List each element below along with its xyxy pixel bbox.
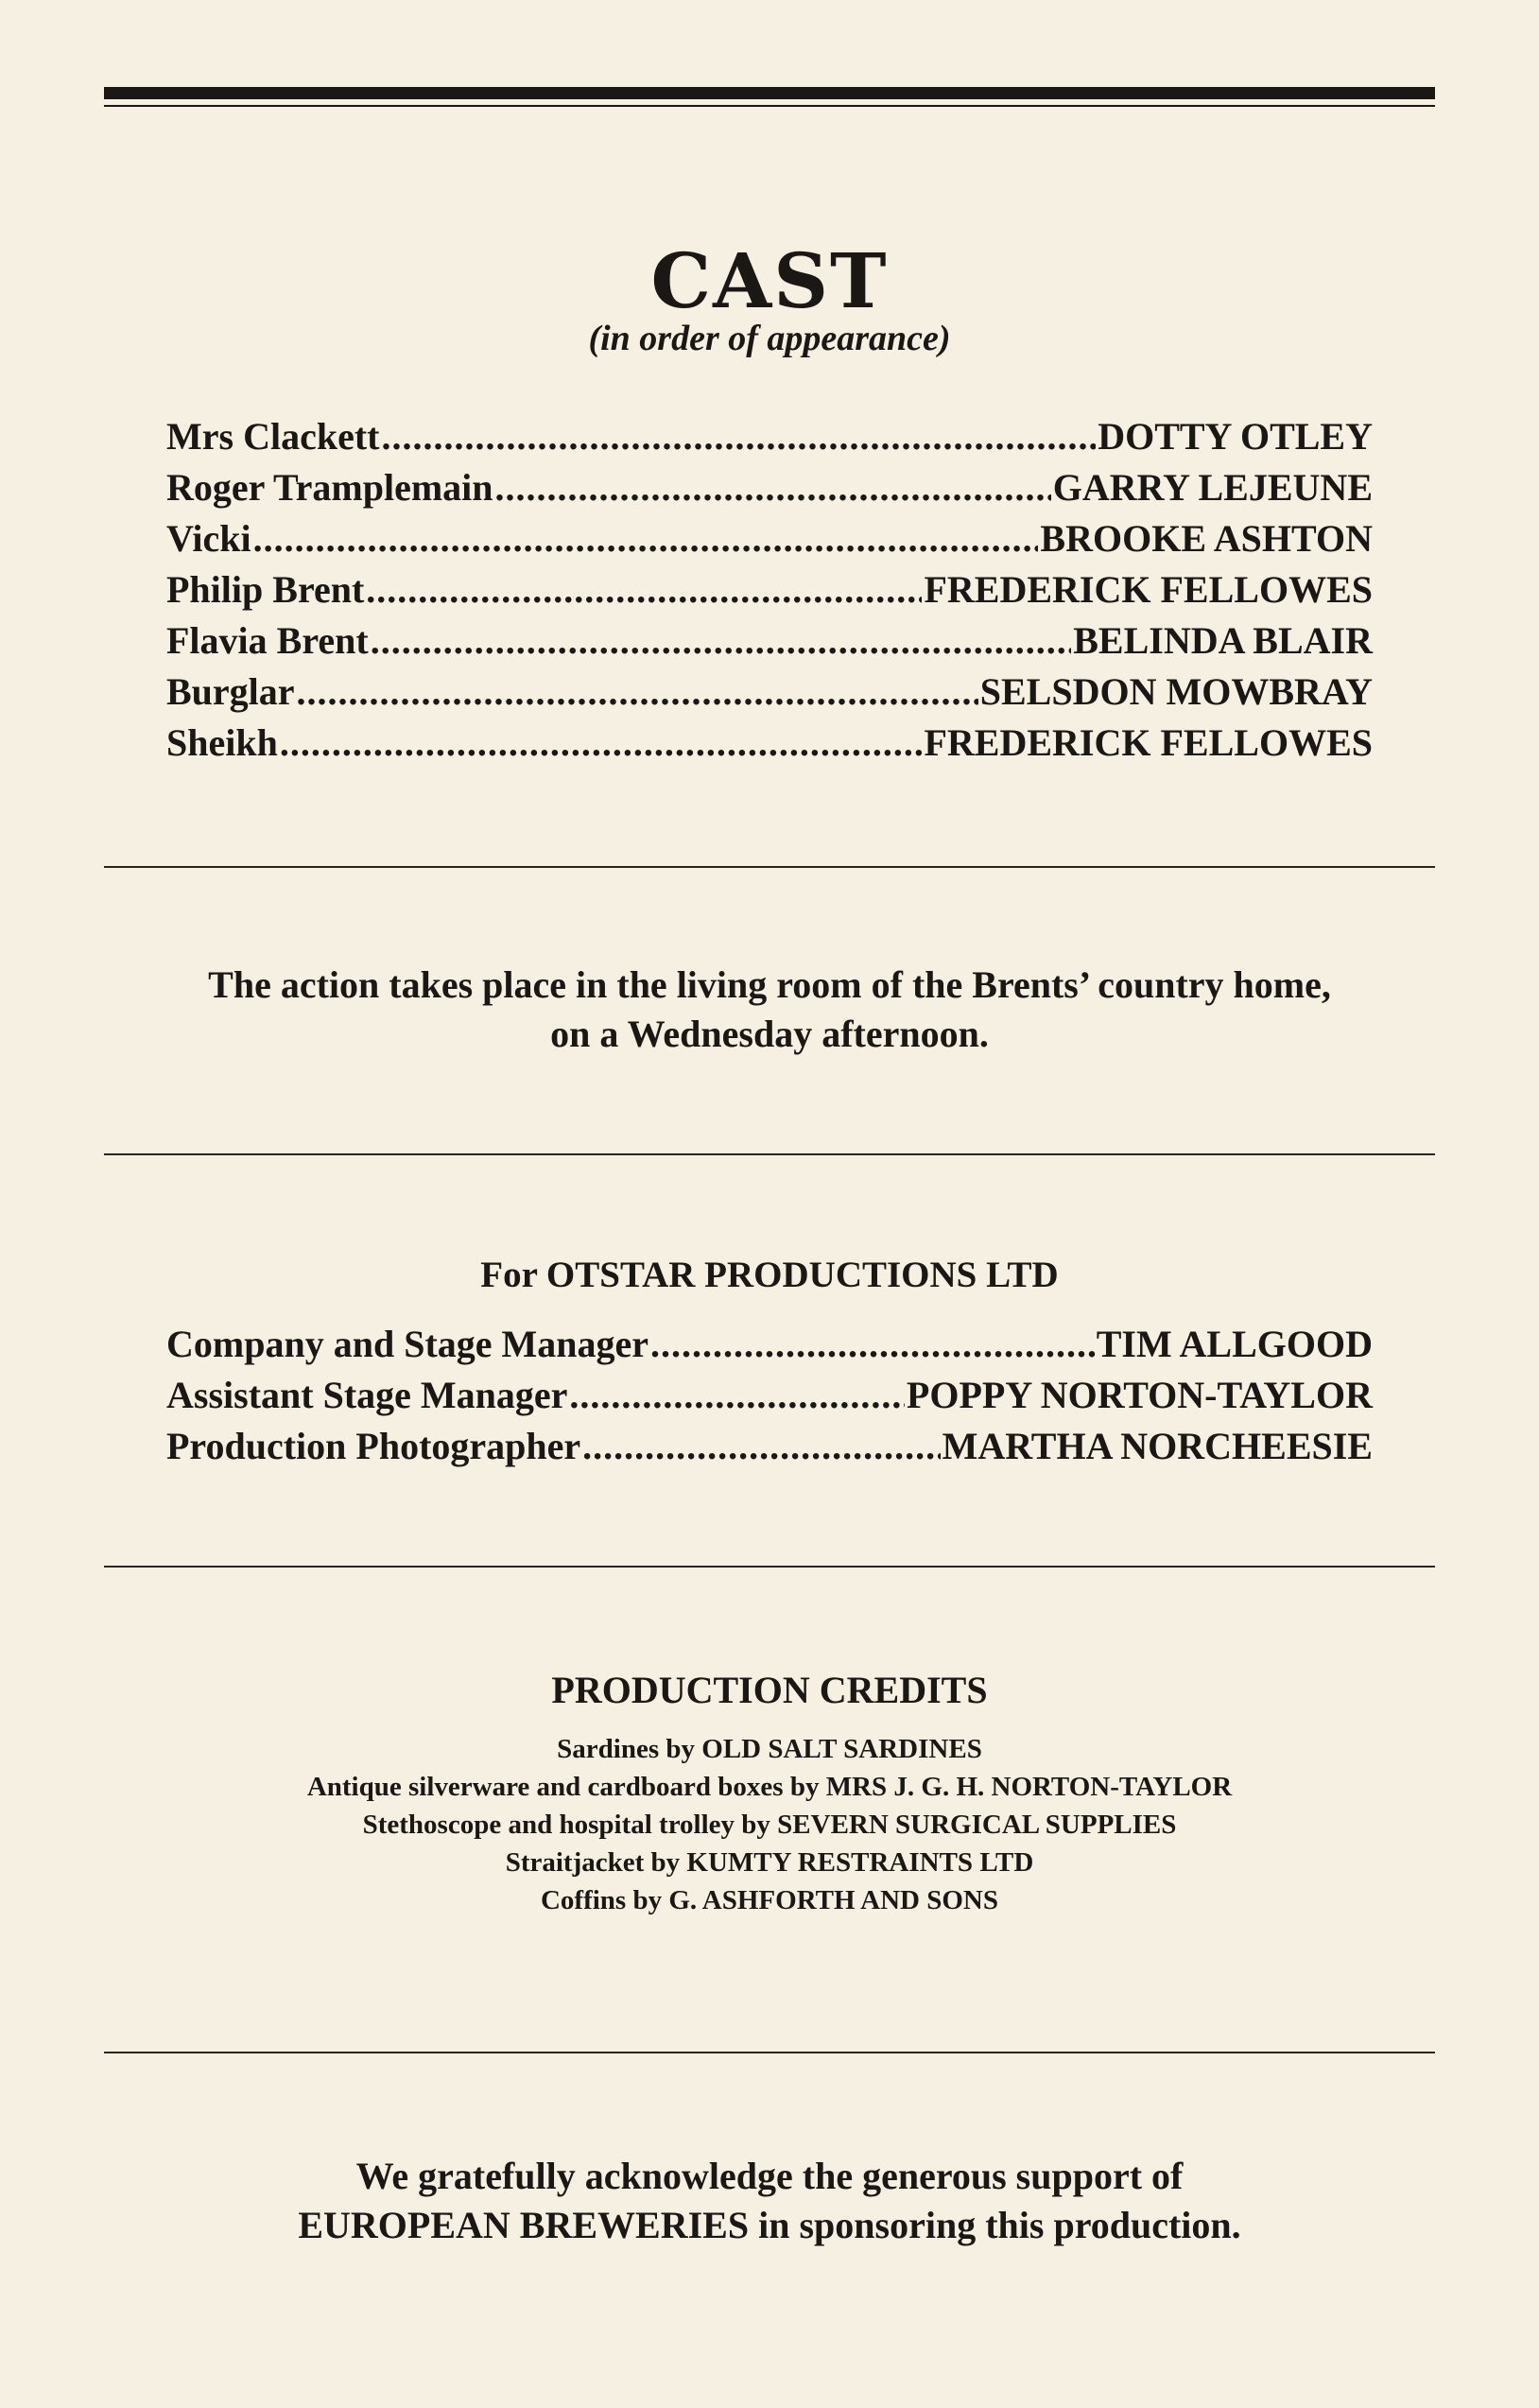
- cast-role: Roger Tramplemain: [166, 466, 493, 509]
- cast-subtitle: (in order of appearance): [588, 319, 951, 358]
- company-role: Assistant Stage Manager: [166, 1374, 568, 1416]
- company-row: [166, 1373, 1373, 1424]
- company-heading: For OTSTAR PRODUCTIONS LTD: [480, 1255, 1059, 1295]
- setting-line: The action takes place in the living room of the Brents’ country home,: [208, 963, 1331, 1006]
- dot-leader: [253, 516, 1039, 561]
- company-role: Production Photographer: [166, 1425, 581, 1467]
- top-thin-rule: [104, 105, 1435, 107]
- cast-actor: GARRY LEJEUNE: [1052, 466, 1373, 509]
- company-row: [166, 1322, 1373, 1373]
- cast-row: [166, 669, 1373, 720]
- credits-heading: PRODUCTION CREDITS: [551, 1669, 988, 1711]
- company-name: TIM ALLGOOD: [1096, 1323, 1373, 1365]
- dot-leader: [297, 669, 978, 714]
- cast-actor: DOTTY OTLEY: [1098, 415, 1373, 458]
- dot-leader: [381, 414, 1096, 459]
- cast-title: CAST: [650, 236, 889, 325]
- cast-role: Sheikh: [166, 721, 278, 764]
- cast-actor: FREDERICK FELLOWES: [924, 568, 1373, 611]
- acknowledgement-line: EUROPEAN BREWERIES in sponsoring this production.: [298, 2204, 1241, 2246]
- cast-role: Mrs Clackett: [166, 415, 380, 458]
- cast-role: Flavia Brent: [166, 619, 369, 662]
- credit-line: Stethoscope and hospital trolley by SEVERN SURGICAL SUPPLIES: [362, 1810, 1177, 1840]
- cast-actor: FREDERICK FELLOWES: [924, 721, 1373, 764]
- cast-actor: BROOKE ASHTON: [1040, 517, 1373, 560]
- section-divider: [104, 1566, 1435, 1568]
- dot-leader: [650, 1322, 1095, 1366]
- company-list: [166, 1322, 1373, 1475]
- cast-row: [166, 618, 1373, 669]
- cast-list: [166, 414, 1373, 771]
- credits-list: [0, 1730, 1539, 1919]
- dot-leader: [569, 1373, 905, 1417]
- credit-line: Antique silverware and cardboard boxes by MRS J. G. H. NORTON-TAYLOR: [306, 1772, 1233, 1802]
- credit-line: Straitjacket by KUMTY RESTRAINTS LTD: [505, 1847, 1034, 1878]
- company-row: [166, 1424, 1373, 1475]
- top-thick-rule: [104, 87, 1435, 99]
- dot-leader: [280, 720, 923, 765]
- cast-role: Burglar: [166, 670, 295, 713]
- dot-leader: [495, 465, 1051, 510]
- dot-leader: [366, 567, 922, 612]
- company-role: Company and Stage Manager: [166, 1323, 649, 1365]
- company-name: MARTHA NORCHEESIE: [942, 1425, 1373, 1467]
- setting-text: [0, 961, 1539, 1059]
- cast-row: [166, 567, 1373, 618]
- credit-line: Sardines by OLD SALT SARDINES: [557, 1734, 982, 1764]
- cast-row: [166, 414, 1373, 465]
- acknowledgement-line: We gratefully acknowledge the generous support of: [355, 2155, 1184, 2197]
- cast-role: Philip Brent: [166, 568, 365, 611]
- section-divider: [104, 1153, 1435, 1155]
- setting-line: on a Wednesday afternoon.: [550, 1013, 989, 1055]
- cast-actor: BELINDA BLAIR: [1073, 619, 1373, 662]
- dot-leader: [582, 1424, 941, 1468]
- company-name: POPPY NORTON-TAYLOR: [906, 1374, 1373, 1416]
- section-divider: [104, 2052, 1435, 2053]
- credit-line: Coffins by G. ASHFORTH AND SONS: [540, 1885, 999, 1915]
- cast-actor: SELSDON MOWBRAY: [979, 670, 1373, 713]
- cast-role: Vicki: [166, 517, 251, 560]
- section-divider: [104, 866, 1435, 868]
- cast-row: [166, 465, 1373, 516]
- cast-row: [166, 720, 1373, 771]
- acknowledgement: [0, 2152, 1539, 2250]
- dot-leader: [371, 618, 1072, 663]
- cast-row: [166, 516, 1373, 567]
